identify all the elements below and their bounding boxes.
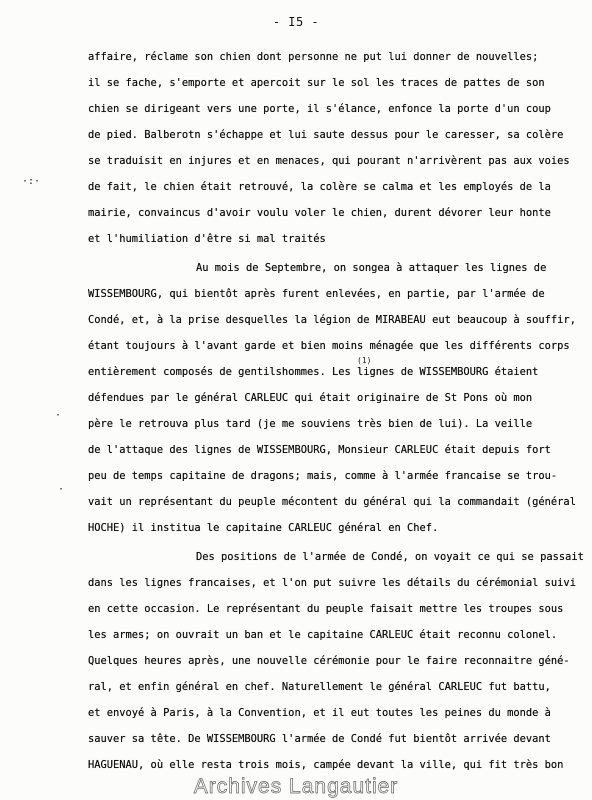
text-line: WISSEMBOURG, qui bientôt après furent enlevées, en partie, par l'armée de: [88, 288, 545, 300]
text-line: il se fache, s'emporte et apercoit sur le sol les traces de pattes de son: [88, 77, 545, 89]
text-line: mairie, convaincus d'avoir voulu voler le chien, durent dévorer leur honte: [88, 207, 551, 219]
text-line: vait un représentant du peuple mécontent du général qui la commandait (général: [88, 496, 576, 508]
text-line: étant toujours à l'avant garde et bien moins ménagée que les différents corps: [88, 340, 570, 352]
text-line: de fait, le chien était retrouvé, la colère se calma et les employés de la: [88, 181, 551, 193]
text-line: et envoyé à Paris, à la Convention, et il eut toutes les peines du monde à: [88, 707, 551, 719]
text-line: dans les lignes francaises, et l'on put suivre les détails du cérémonial suivi: [88, 577, 576, 589]
text-line: Condé, et, à la prise desquelles la légion de MIRABEAU eut beaucoup à souffir,: [88, 314, 576, 326]
text-line: peu de temps capitaine de dragons; mais, comme à l'armée francaise se trou-: [88, 470, 558, 482]
text-line: se traduisit en injures et en menaces, qui pourant n'arrivèrent pas aux voies: [88, 155, 570, 167]
margin-ink-mark-2: ·: [58, 484, 65, 495]
text-line: et l'humiliation d'être si mal traités: [88, 233, 326, 245]
text-line: HAGUENAU, où elle resta trois mois, campée devant la ville, qui fit très bon: [88, 759, 564, 771]
text-line: entièrement composés de gentilshommes. Les lignes de WISSEMBOURG étaient: [88, 366, 539, 378]
text-line: de pied. Balberotn s'échappe et lui saute dessus pour le caresser, sa colère: [88, 129, 564, 141]
text-line: Quelques heures après, une nouvelle cérémonie pour le faire reconnaitre géné-: [88, 655, 570, 667]
paragraph-start-line: Au mois de Septembre, on songea à attaquer les lignes de: [196, 262, 547, 274]
margin-ink-mark-3: ·: [55, 410, 62, 421]
text-line: les armes; on ouvrait un ban et le capitaine CARLEUC était reconnu colonel.: [88, 629, 558, 641]
text-line: en cette occasion. Le représentant du peuple faisait mettre les troupes sous: [88, 603, 564, 615]
text-line: ral, et enfin général en chef. Naturellement le général CARLEUC fut battu,: [88, 681, 551, 693]
text-line: HOCHE) il institua le capitaine CARLEUC général en Chef.: [88, 522, 439, 534]
text-line: affaire, réclame son chien dont personne ne put lui donner de nouvelles;: [88, 51, 539, 63]
archive-watermark: Archives Langautier: [193, 775, 399, 798]
footnote-marker: (1): [357, 356, 372, 365]
page-number: - I5 -: [272, 15, 320, 29]
text-line: sauver sa tête. De WISSEMBOURG l'armée de Condé fut bientôt arrivée devant: [88, 733, 551, 745]
text-line: défendues par le général CARLEUC qui était originaire de St Pons où mon: [88, 392, 533, 404]
text-line: chien se dirigeant vers une porte, il s'élance, enfonce la porte d'un coup: [88, 103, 551, 115]
text-line: père le retrouva plus tard (je me souviens très bien de lui). La veille: [88, 418, 533, 430]
margin-ink-mark: ·:·: [22, 176, 41, 187]
text-line: de l'attaque des lignes de WISSEMBOURG, Monsieur CARLEUC était depuis fort: [88, 444, 551, 456]
paragraph-start-line: Des positions de l'armée de Condé, on voyait ce qui se passait: [196, 551, 584, 563]
